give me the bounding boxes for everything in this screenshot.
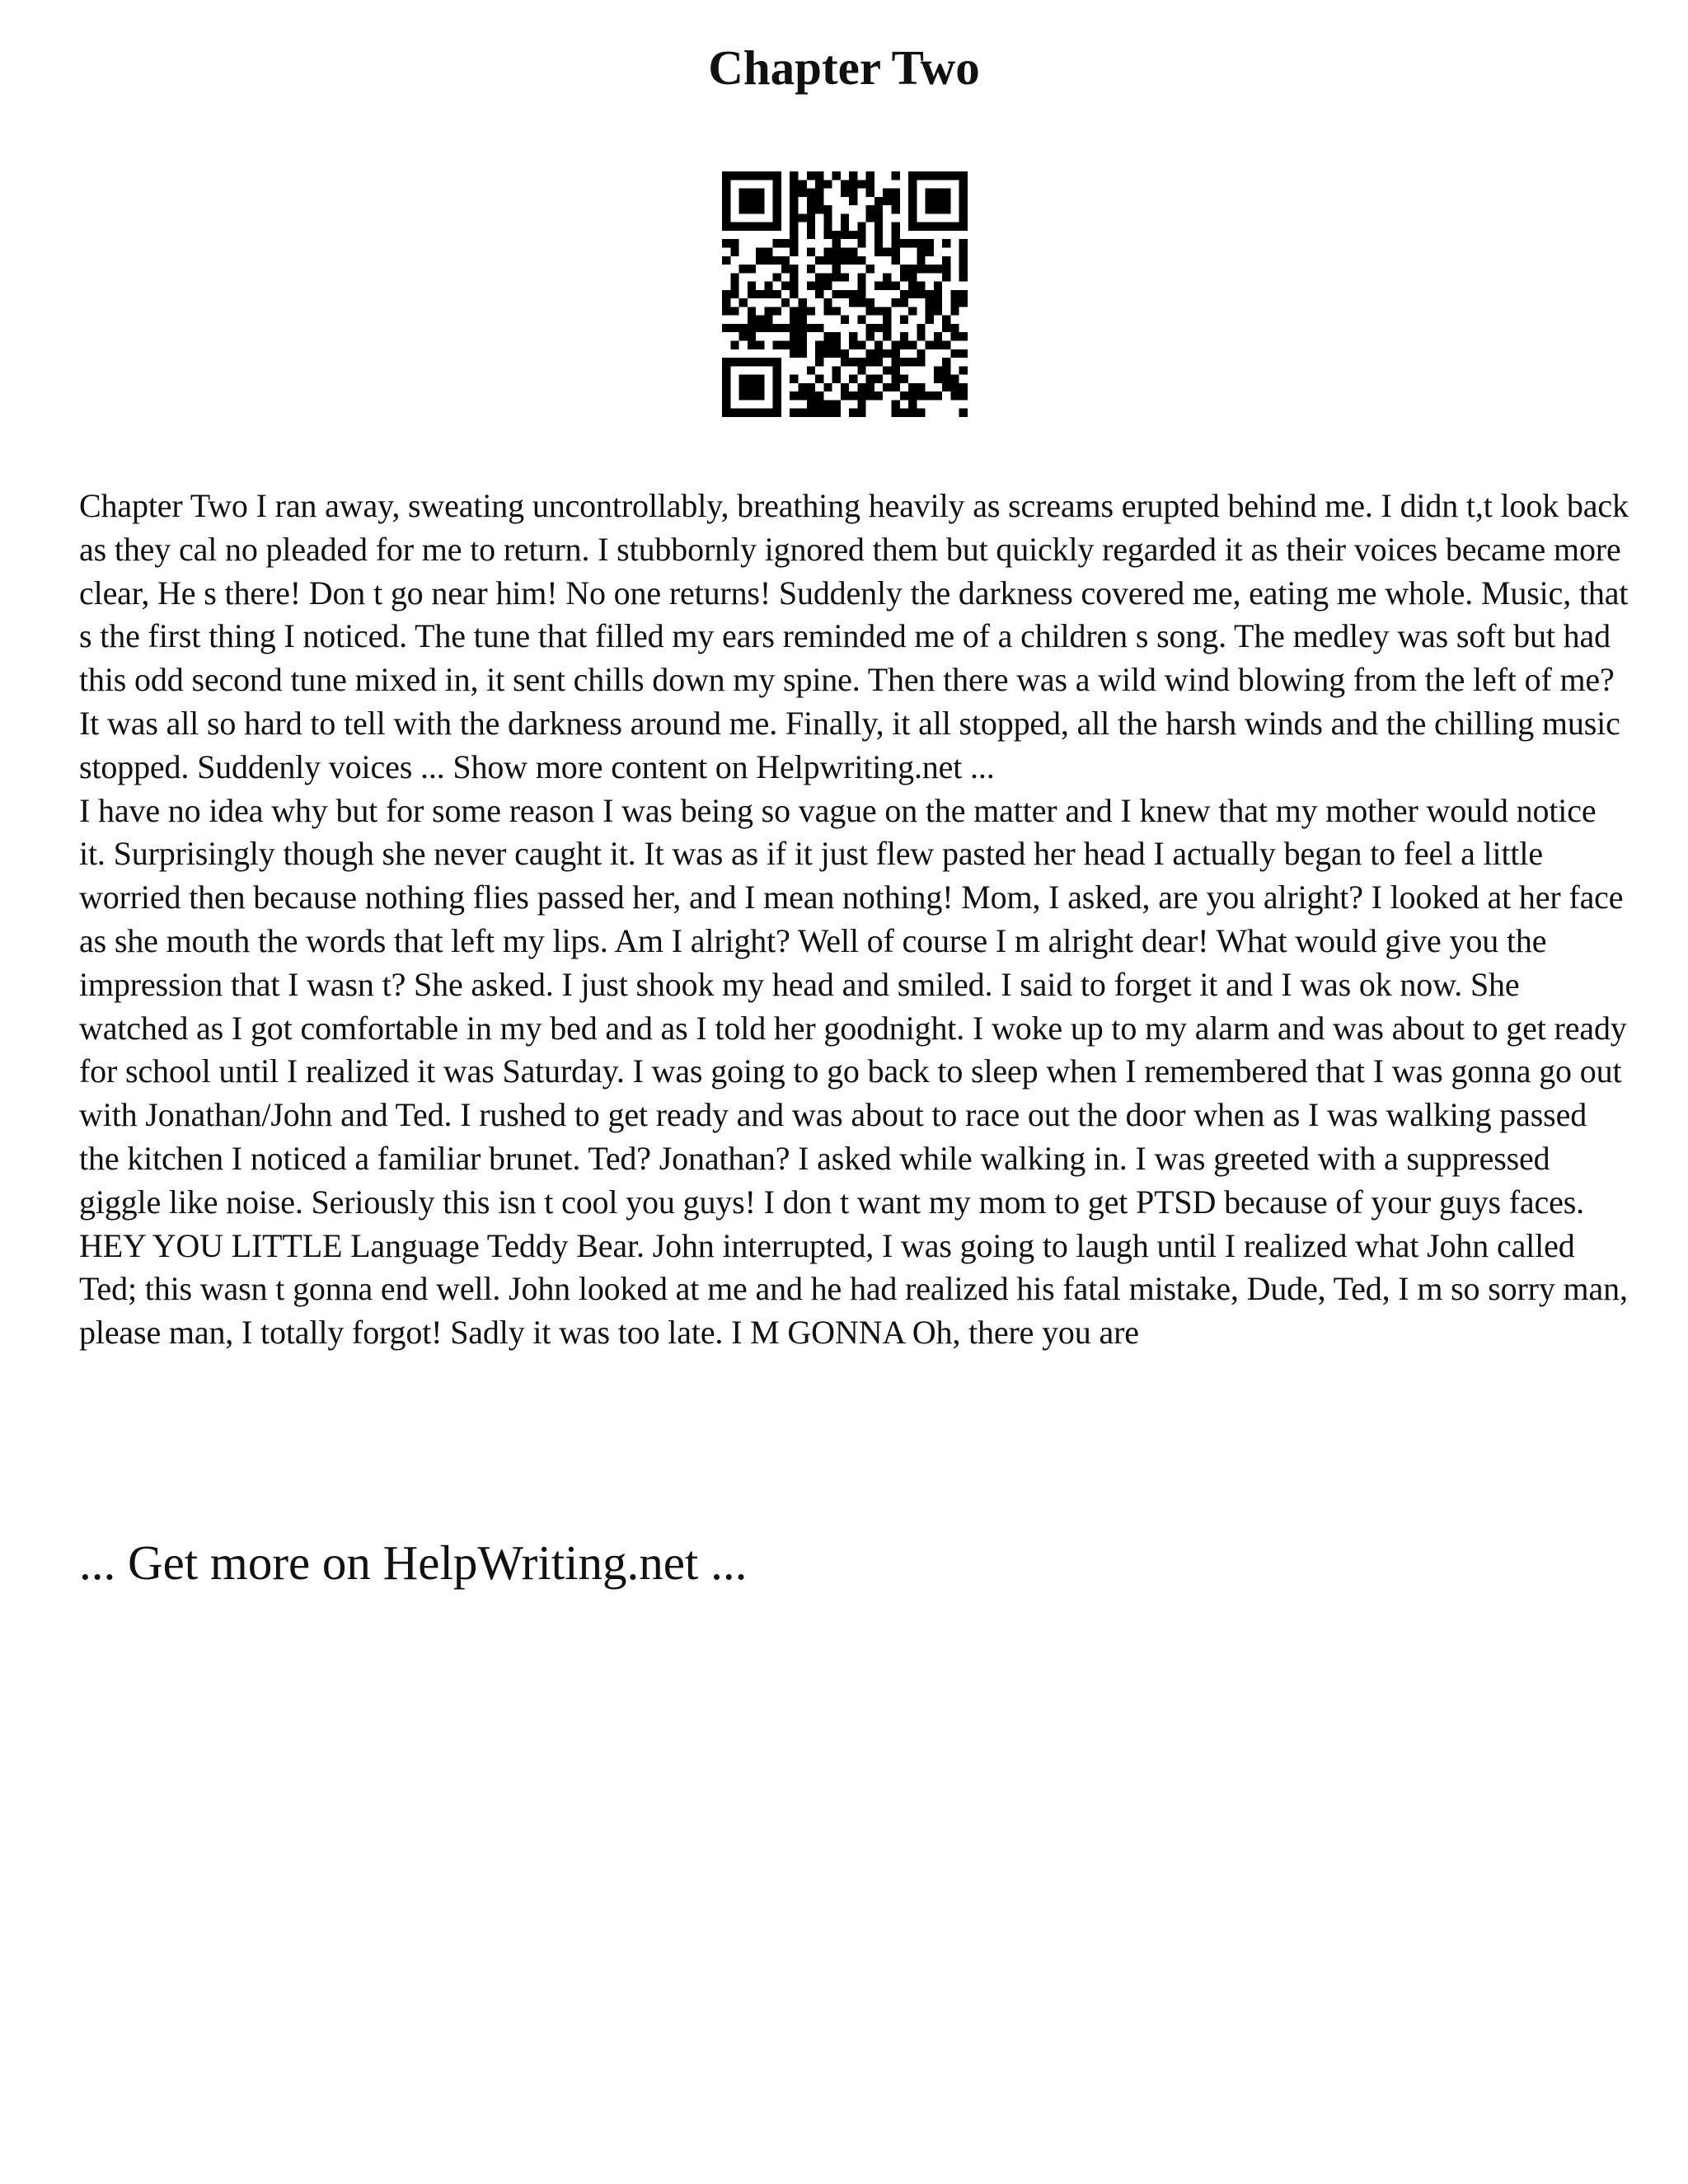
paragraph: I have no idea why but for some reason I was being so vague on the matter and I knew that my mother would notice it. Surprisingly though she never caught it. It was as if it just flew pasted her head I actually began to feel a little worried then because nothing flies passed her, and I mean nothing! Mom, I asked, are you alright? I looked at her face as she mouth the words that left my lips. Am I alright? Well of course I m alright dear! What would give you the impression that I wasn t? She asked. I just shook my head and smiled. I said to forget it and I was ok now. She watched as I got comfortable in my bed and as I told her goodnight. I woke up to my alarm and was about to get ready for school until I realized it was Saturday. I was going to go back to sleep when I remembered that I was gonna go out with Jonathan/John and Ted. I rushed to get ready and was about to race out the door when as I was walking passed the kitchen I noticed a familiar brunet. Ted? Jonathan? I asked while walking in. I was greeted with a suppressed giggle like noise. Seriously this isn t cool you guys! I don t want my mom to get PTSD because of your guys faces. HEY YOU LITTLE Language Teddy Bear. John interrupted, I was going to laugh until I realized what John called Ted; this wasn t gonna end well. John looked at me and he had realized his fatal mistake, Dude, Ted, I m so sorry man, please man, I totally forgot! Sadly it was too late. I M GONNA Oh, there you are xyxy=(79,791,1628,1352)
get-more-link[interactable]: ... Get more on HelpWriting.net ... xyxy=(79,1535,748,1590)
page-title: Chapter Two xyxy=(708,40,980,95)
qr-code-icon xyxy=(722,171,968,417)
paragraph: Chapter Two I ran away, sweating uncontrollably, breathing heavily as screams erupted behind me. I didn t,t look back as they cal no pleaded for me to return. I stubbornly ignored them but quickly regarded it as their voices became more clear, He s there! Don t go near him! No one returns! Suddenly the darkness covered me, eating me whole. Music, that s the first thing I noticed. The tune that filled my ears reminded me of a children s song. The medley was soft but had this odd second tune mixed in, it sent chills down my spine. Then there was a wild wind blowing from the left of me? It was all so hard to tell with the darkness around me. Finally, it all stopped, all the harsh winds and the chilling music stopped. Suddenly voices ... Show more content on Helpwriting.net ... xyxy=(79,487,1629,785)
article-body xyxy=(79,485,1629,1355)
